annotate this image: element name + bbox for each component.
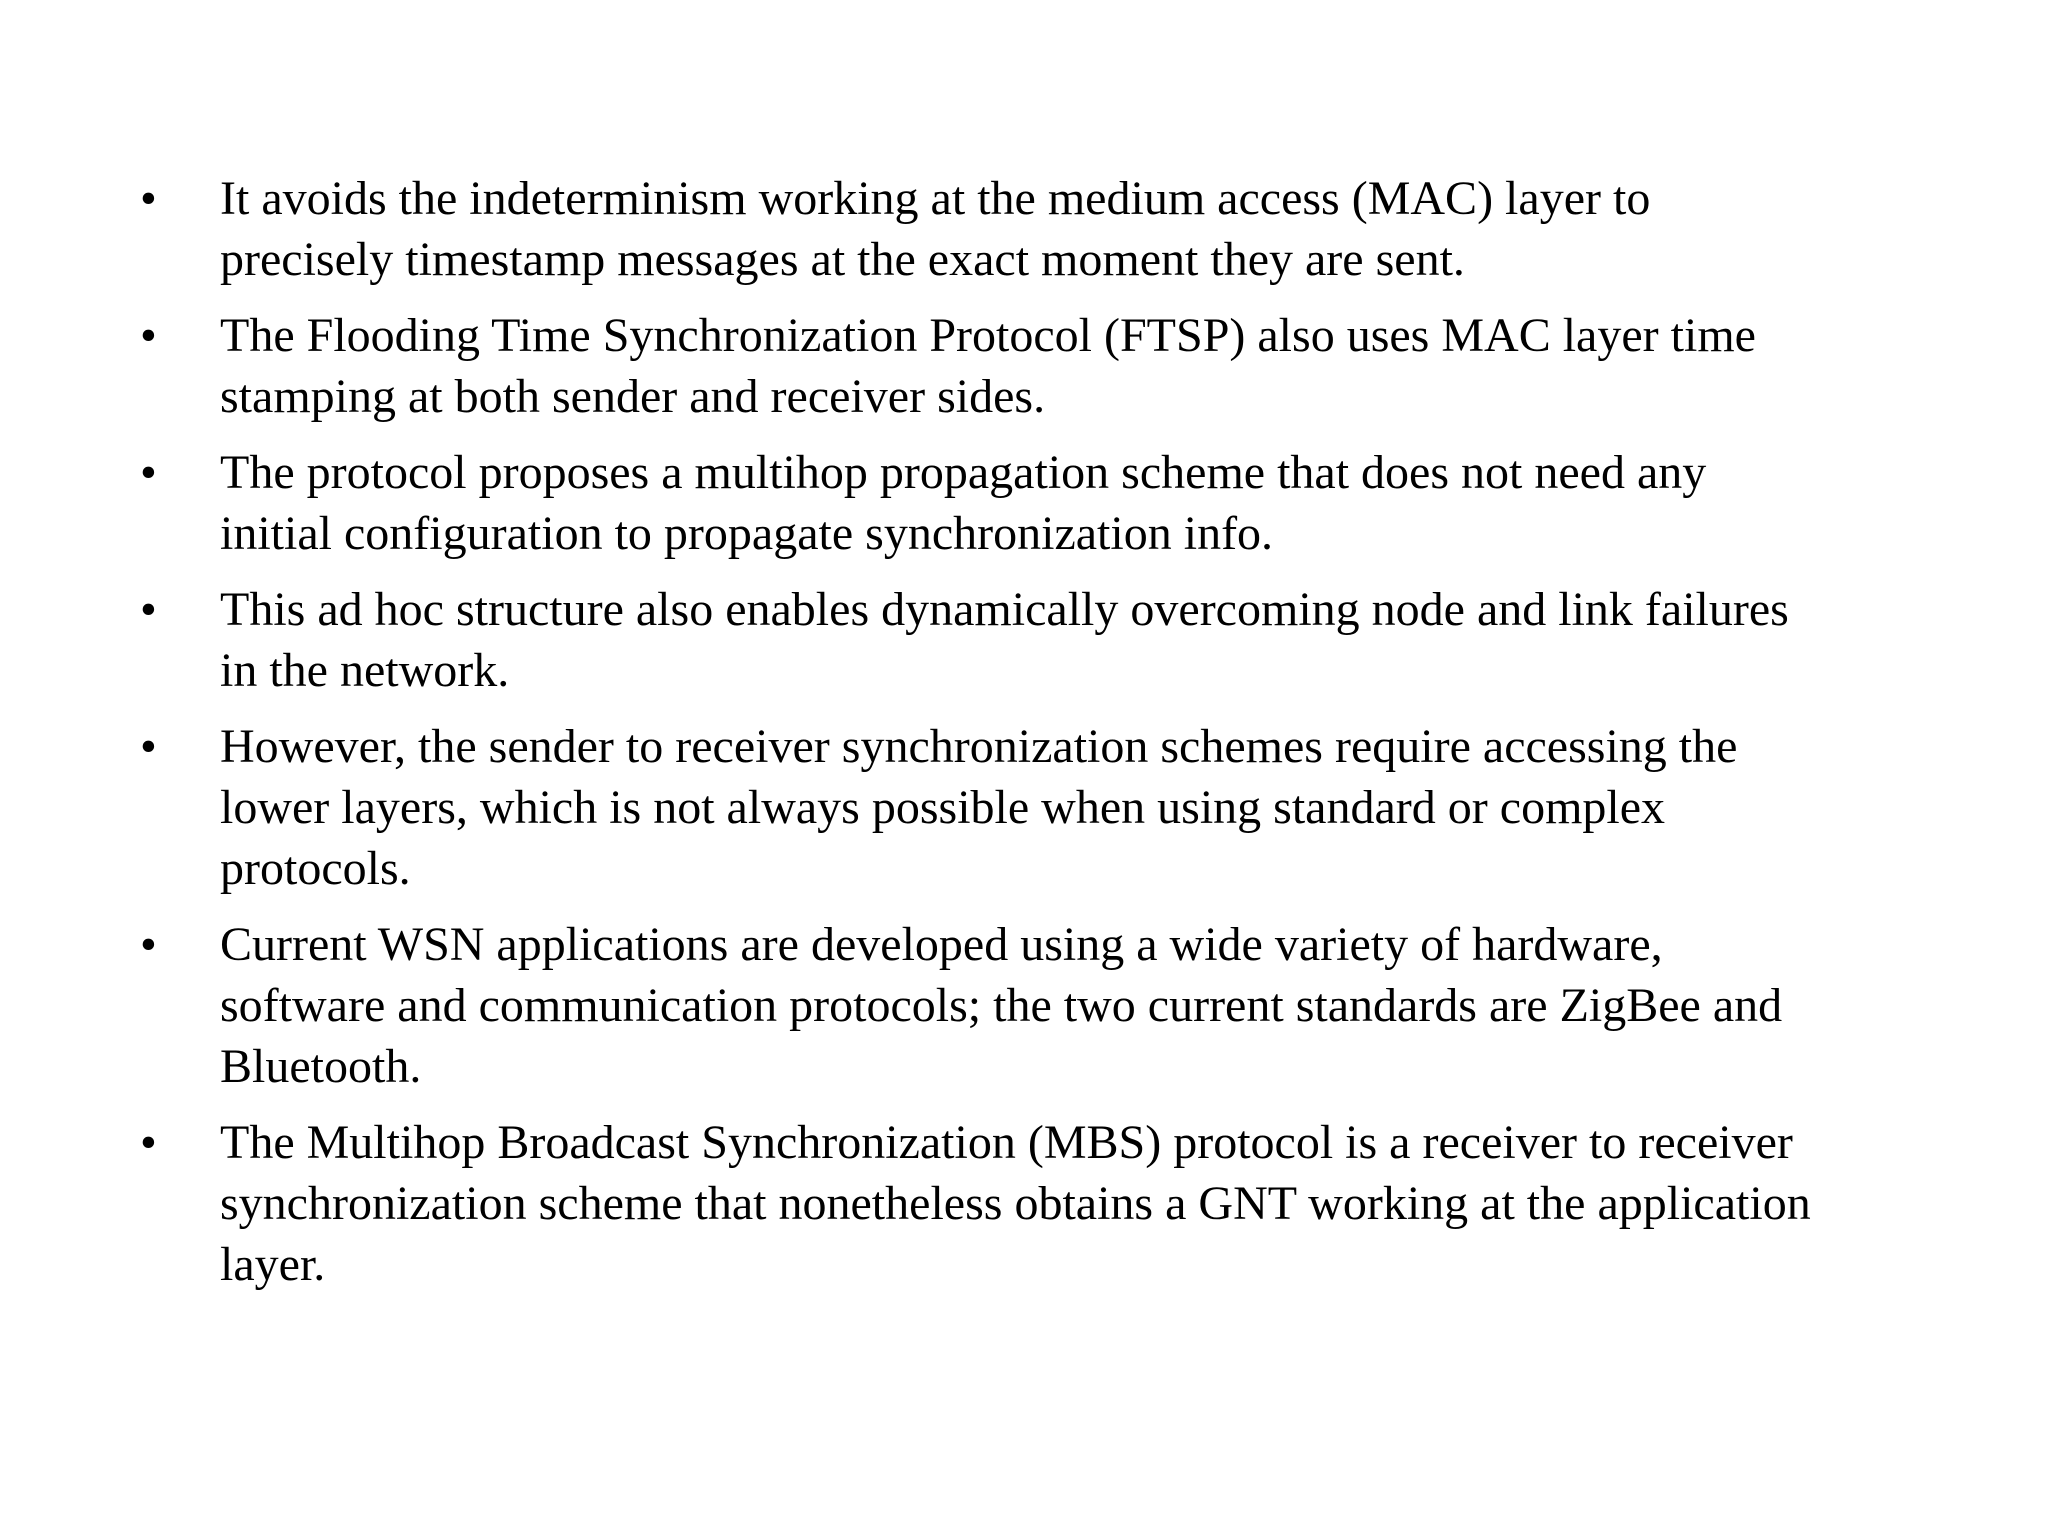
bullet-line: in the network. (220, 644, 510, 697)
bullet-text (220, 442, 1940, 564)
bullet-icon: • (140, 172, 157, 225)
bullet-text (220, 914, 1940, 1097)
bullet-icon: • (140, 1116, 157, 1169)
bullet-line: This ad hoc structure also enables dynamically overcoming node and link failures (220, 583, 1789, 636)
bullet-line: The Multihop Broadcast Synchronization (MBS) protocol is a receiver to receiver (220, 1116, 1793, 1169)
bullet-line: It avoids the indeterminism working at the medium access (MAC) layer to (220, 172, 1651, 225)
bullet-line: However, the sender to receiver synchronization schemes require accessing the (220, 720, 1738, 773)
bullet-line: Bluetooth. (220, 1040, 422, 1093)
bullet-text (220, 579, 1940, 701)
bullet-line: software and communication protocols; the two current standards are ZigBee and (220, 979, 1783, 1032)
bullet-icon: • (140, 446, 157, 499)
bullet-item (140, 1112, 1940, 1295)
bullet-text (220, 716, 1940, 899)
bullet-line: layer. (220, 1238, 326, 1291)
bullet-icon: • (140, 583, 157, 636)
bullet-line: Current WSN applications are developed using a wide variety of hardware, (220, 918, 1663, 971)
bullet-item (140, 579, 1940, 701)
bullet-icon: • (140, 309, 157, 362)
bullet-list (140, 168, 1940, 1310)
bullet-line: initial configuration to propagate synchronization info. (220, 507, 1274, 560)
bullet-text (220, 305, 1940, 427)
bullet-item (140, 305, 1940, 427)
bullet-line: precisely timestamp messages at the exact moment they are sent. (220, 233, 1465, 286)
bullet-item (140, 914, 1940, 1097)
bullet-item (140, 168, 1940, 290)
bullet-icon: • (140, 918, 157, 971)
bullet-text (220, 168, 1940, 290)
bullet-icon: • (140, 720, 157, 773)
bullet-line: The Flooding Time Synchronization Protocol (FTSP) also uses MAC layer time (220, 309, 1756, 362)
bullet-line: stamping at both sender and receiver sides. (220, 370, 1046, 423)
bullet-item (140, 442, 1940, 564)
bullet-item (140, 716, 1940, 899)
bullet-line: The protocol proposes a multihop propagation scheme that does not need any (220, 446, 1707, 499)
bullet-line: protocols. (220, 842, 411, 895)
bullet-text (220, 1112, 1940, 1295)
bullet-line: synchronization scheme that nonetheless obtains a GNT working at the application (220, 1177, 1811, 1230)
bullet-line: lower layers, which is not always possible when using standard or complex (220, 781, 1666, 834)
